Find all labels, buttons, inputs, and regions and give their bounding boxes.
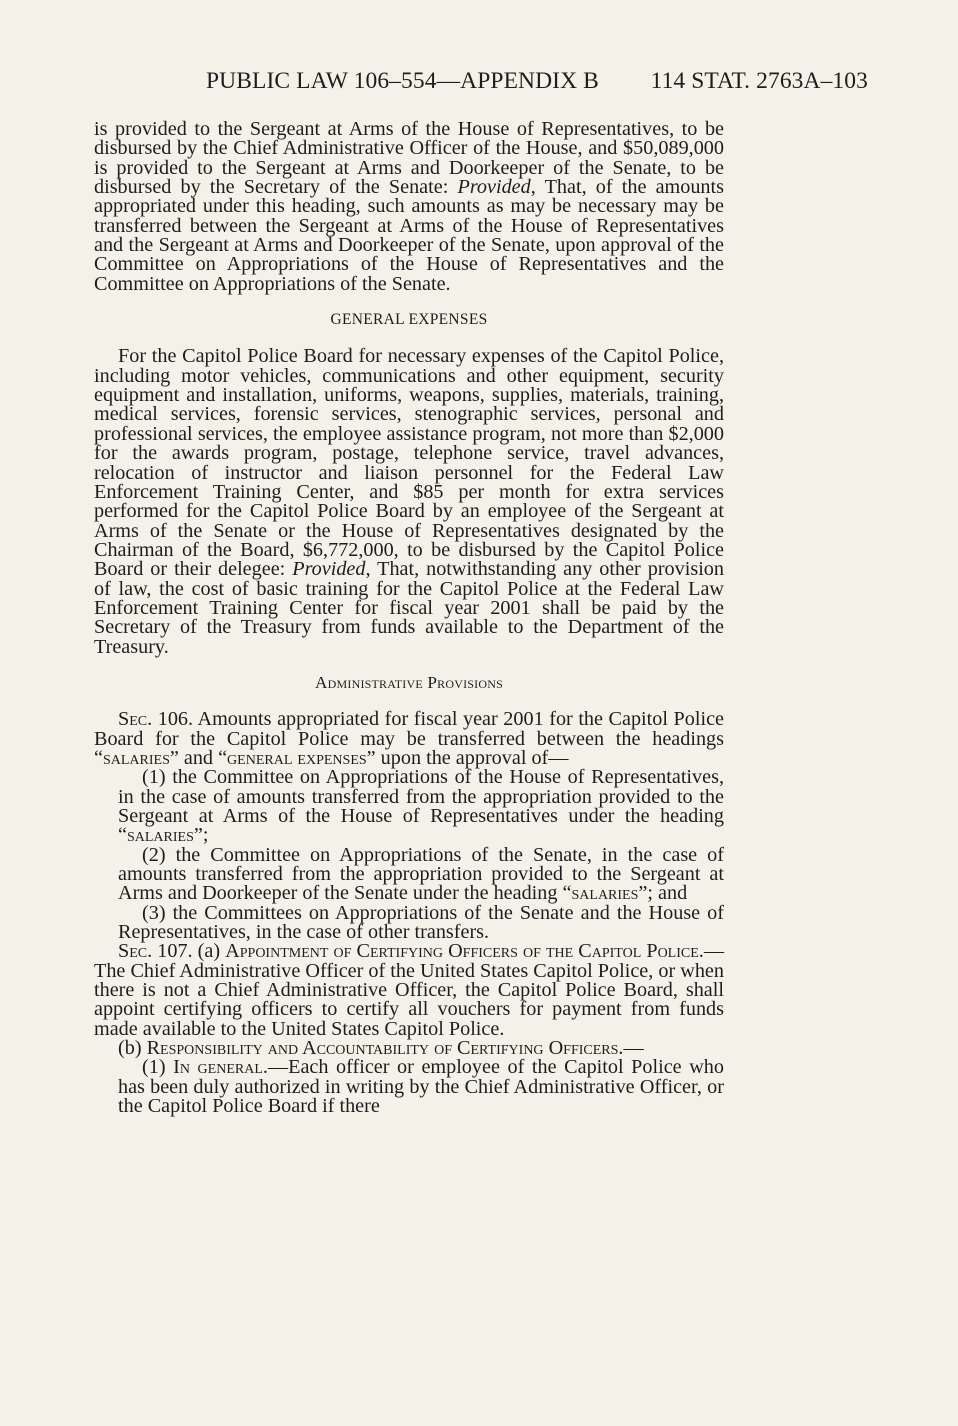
section-106-item-2: (2) the Committee on Appropriations of the Senate, in the case of amounts transferred from the appropriation provided to the Sergeant at Arms and Doorkeeper of the Senate under the heading “salaries”; and (118, 843, 724, 905)
section-107-b: (b) Responsibility and Accountability of Certifying Officers.— (118, 1037, 644, 1060)
provided-italic: Provided (457, 176, 531, 199)
provided-italic: Provided (292, 558, 366, 581)
page-header (206, 66, 868, 96)
section-106-item-1: (1) the Committee on Appropriations of the House of Representatives, in the case of amounts transferred from the appropriation provided to the Sergeant at Arms of the House of Representatives under the heading “salaries”; (118, 766, 724, 847)
paragraph-general-expenses: For the Capitol Police Board for necessary expenses of the Capitol Police, including motor vehicles, communications and other equipment, security equipment and installation, uniforms, weapons, supplies, materials, training, medical services, forensic services, stenographic services, personal and professional services, the employee assistance program, not more than $2,000 for the awards program, postage, telephone service, travel advances, relocation of instructor and liaison personnel for the Federal Law Enforcement Training Center, and $85 per month for extra services performed for the Capitol Police Board by an employee of the Sergeant at Arms of the Senate or the House of Representatives designated by the Chairman of the Board, $6,772,000, to be disbursed by the Capitol Police Board or their delegee: Provided, That, notwithstanding any other provision of law, the cost of basic training for the Capitol Police at the Federal Law Enforcement Training Center for fiscal year 2001 shall be paid by the Secretary of the Treasury from funds available to the Department of the Treasury. (94, 345, 724, 658)
header-page-number: 114 STAT. 2763A–103 (650, 68, 868, 94)
heading-administrative-provisions: Administrative Provisions (315, 672, 503, 692)
heading-general-expenses: GENERAL EXPENSES (330, 311, 488, 329)
paragraph-sergeant-at-arms: is provided to the Sergeant at Arms of the House of Representatives, to be disbursed by the Chief Administrative Officer of the House, and $50,089,000 is provided to the Sergeant at Arms and Doorkeeper of the Senate, to be disbursed by the Secretary of the Senate: Provided, That, of the amounts appropriated under this heading, such amounts as may be necessary may be transferred between the Sergeant at Arms of the House of Representatives and the Sergeant at Arms and Doorkeeper of the Senate, upon approval of the Committee on Appropriations of the House of Representatives and the Committee on Appropriations of the Senate. (94, 118, 724, 295)
document-body (94, 120, 724, 1117)
section-107-b-item-1: (1) In general.—Each officer or employee of the Capitol Police who has been duly authorized in writing by the Chief Administrative Officer, or the Capitol Police Board if there (118, 1056, 724, 1118)
section-107-a: Sec. 107. (a) Appointment of Certifying Officers of the Capitol Police.—The Chief Administrative Officer of the United States Capitol Police, or when there is not a Chief Administrative Officer, the Capitol Police Board, shall appoint certifying officers to certify all vouchers for payment from funds made available to the United States Capitol Police. (94, 940, 725, 1040)
header-title: PUBLIC LAW 106–554—APPENDIX B (206, 68, 599, 94)
section-106: Sec. 106. Amounts appropriated for fiscal year 2001 for the Capitol Police Board for the Capitol Police may be transferred between the headings “salaries” and “general expenses” upon the approval of— (94, 708, 724, 769)
section-106-item-3: (3) the Committees on Appropriations of the Senate and the House of Representatives, in the case of other transfers. (118, 901, 724, 944)
